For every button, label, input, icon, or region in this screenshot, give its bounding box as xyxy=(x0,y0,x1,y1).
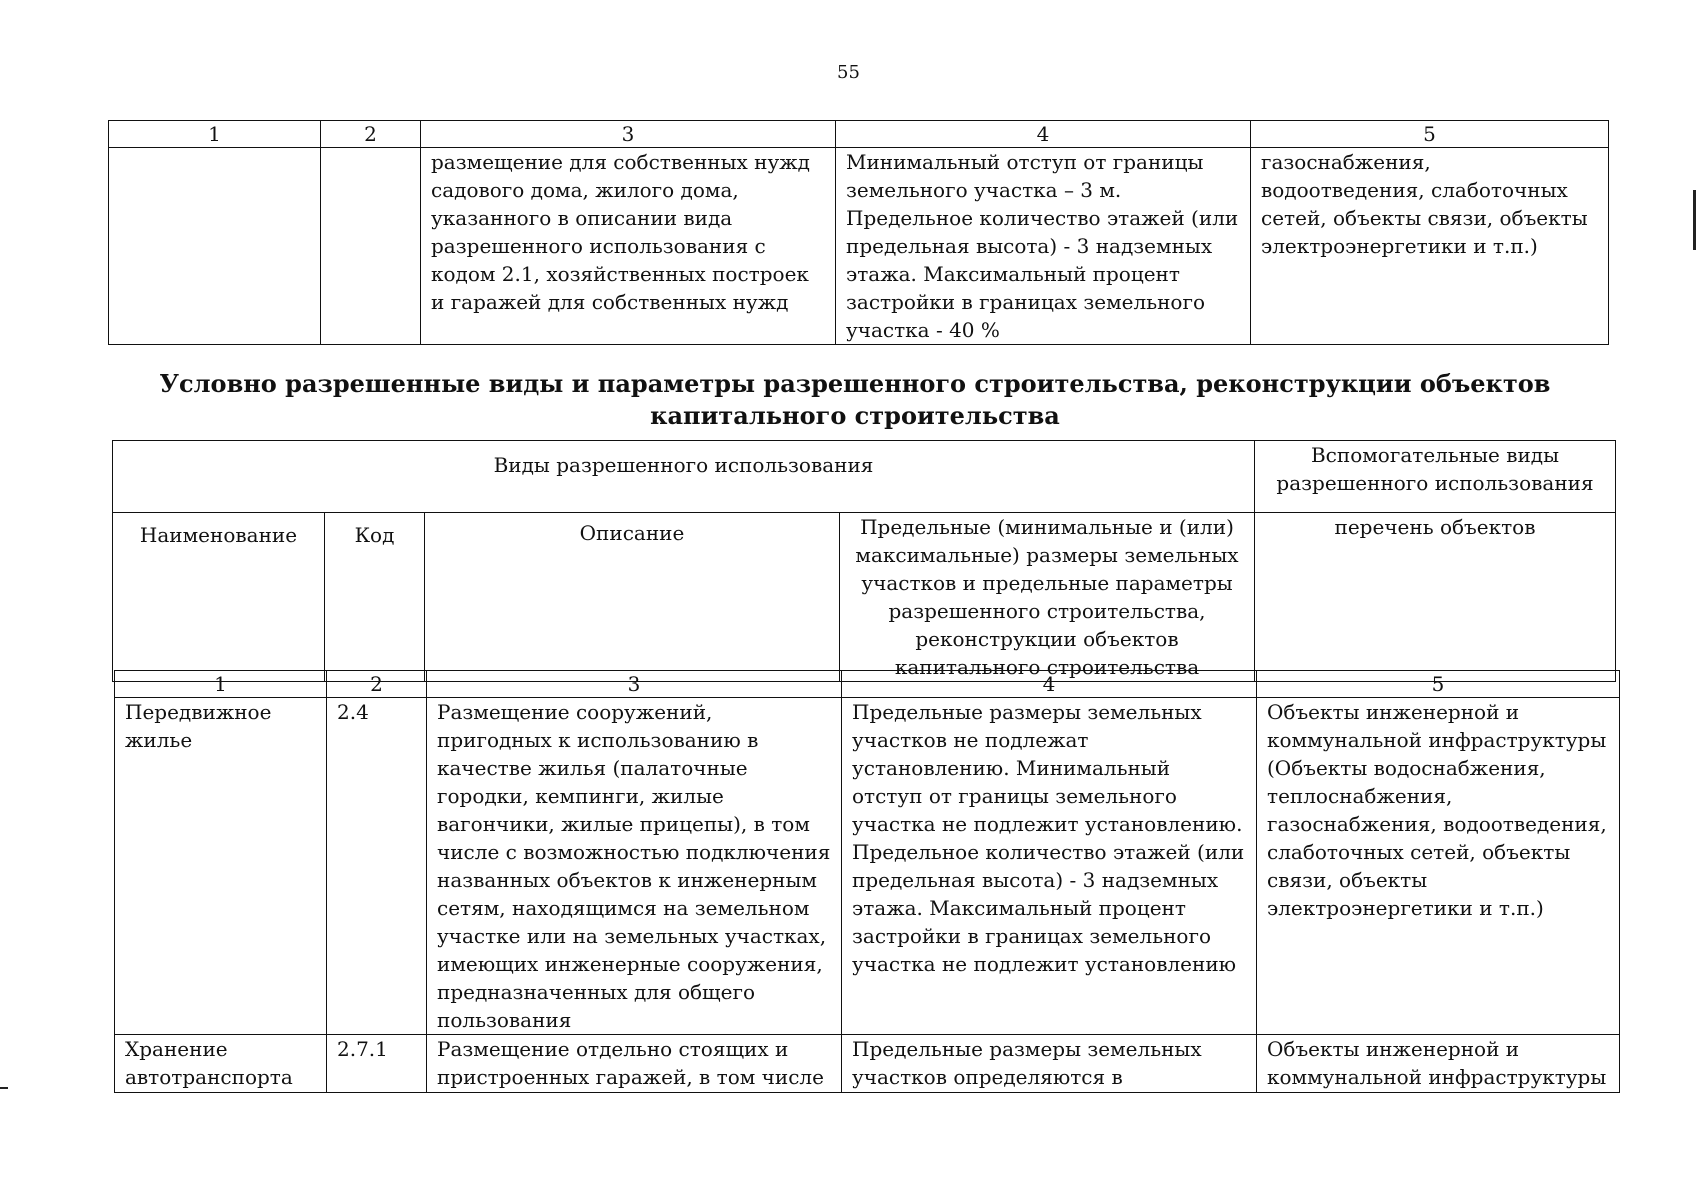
column-number: 2 xyxy=(327,671,427,698)
description-header: Описание xyxy=(425,513,840,682)
description-cell: размещение для собственных нужд садового дома, жилого дома, указанного в описании вида разрешенного использования с кодом 2.1, хозяйственных построек и гаражей для собственных нужд xyxy=(421,148,836,345)
code-cell: 2.7.1 xyxy=(327,1035,427,1093)
description-cell: Размещение отдельно стоящих и пристроенных гаражей, в том числе xyxy=(427,1035,842,1093)
top-table xyxy=(108,120,1609,345)
page-number: 55 xyxy=(837,62,860,83)
column-number: 2 xyxy=(321,121,421,148)
column-number: 5 xyxy=(1251,121,1609,148)
column-number: 5 xyxy=(1257,671,1620,698)
column-number-row xyxy=(115,671,1620,698)
table-row xyxy=(115,698,1620,1035)
auxiliary-cell: Объекты инженерной и коммунальной инфраструктуры xyxy=(1257,1035,1620,1093)
table-row xyxy=(115,1035,1620,1093)
column-number-row xyxy=(109,121,1609,148)
auxiliary-header: перечень объектов xyxy=(1255,513,1616,682)
main-table-header xyxy=(112,440,1616,682)
aux-group-header: Вспомогательные виды разрешенного использования xyxy=(1255,441,1616,513)
column-number: 1 xyxy=(115,671,327,698)
table-row xyxy=(109,148,1609,345)
main-table-body xyxy=(114,670,1620,1093)
section-title: Условно разрешенные виды и параметры разрешенного строительства, реконструкции объектов капитального строительства xyxy=(159,369,1551,430)
parameters-cell: Предельные размеры земельных участков определяются в xyxy=(842,1035,1257,1093)
code-header: Код xyxy=(325,513,425,682)
column-number: 3 xyxy=(421,121,836,148)
column-header-row xyxy=(113,513,1616,682)
parameters-header: Предельные (минимальные и (или) максимальные) размеры земельных участков и предельные параметры разрешенного строительства, реконструкции объектов капитального строительства xyxy=(840,513,1255,682)
column-number: 4 xyxy=(842,671,1257,698)
scan-margin-mark xyxy=(1693,190,1696,250)
description-cell: Размещение сооружений, пригодных к использованию в качестве жилья (палаточные городки, кемпинги, жилые вагончики, жилые прицепы), в том числе с возможностью подключения названных объектов к инженерным сетям, находящимся на земельном участке или на земельных участках, имеющих инженерные сооружения, предназначенных для общего пользования xyxy=(427,698,842,1035)
auxiliary-cell: газоснабжения, водоотведения, слаботочных сетей, объекты связи, объекты электроэнергетики и т.п.) xyxy=(1251,148,1609,345)
code-cell: 2.4 xyxy=(327,698,427,1035)
scan-margin-mark xyxy=(0,1087,8,1089)
group-header-row xyxy=(113,441,1616,513)
parameters-cell: Минимальный отступ от границы земельного участка – 3 м. Предельное количество этажей (или предельная высота) - 3 надземных этажа. Максимальный процент застройки в границах земельного участка - 40 % xyxy=(836,148,1251,345)
column-number: 1 xyxy=(109,121,321,148)
column-number: 3 xyxy=(427,671,842,698)
name-header: Наименование xyxy=(113,513,325,682)
column-number: 4 xyxy=(836,121,1251,148)
code-cell xyxy=(321,148,421,345)
name-cell: Хранение автотранспорта xyxy=(115,1035,327,1093)
name-cell xyxy=(109,148,321,345)
auxiliary-cell: Объекты инженерной и коммунальной инфраструктуры (Объекты водоснабжения, теплоснабжения, газоснабжения, водоотведения, слаботочных сетей, объекты связи, объекты электроэнергетики и т.п.) xyxy=(1257,698,1620,1035)
name-cell: Передвижное жилье xyxy=(115,698,327,1035)
group-header: Виды разрешенного использования xyxy=(113,441,1255,513)
parameters-cell: Предельные размеры земельных участков не подлежат установлению. Минимальный отступ от границы земельного участка не подлежит установлению. Предельное количество этажей (или предельная высота) - 3 надземных этажа. Максимальный процент застройки в границах земельного участка не подлежит установлению xyxy=(842,698,1257,1035)
